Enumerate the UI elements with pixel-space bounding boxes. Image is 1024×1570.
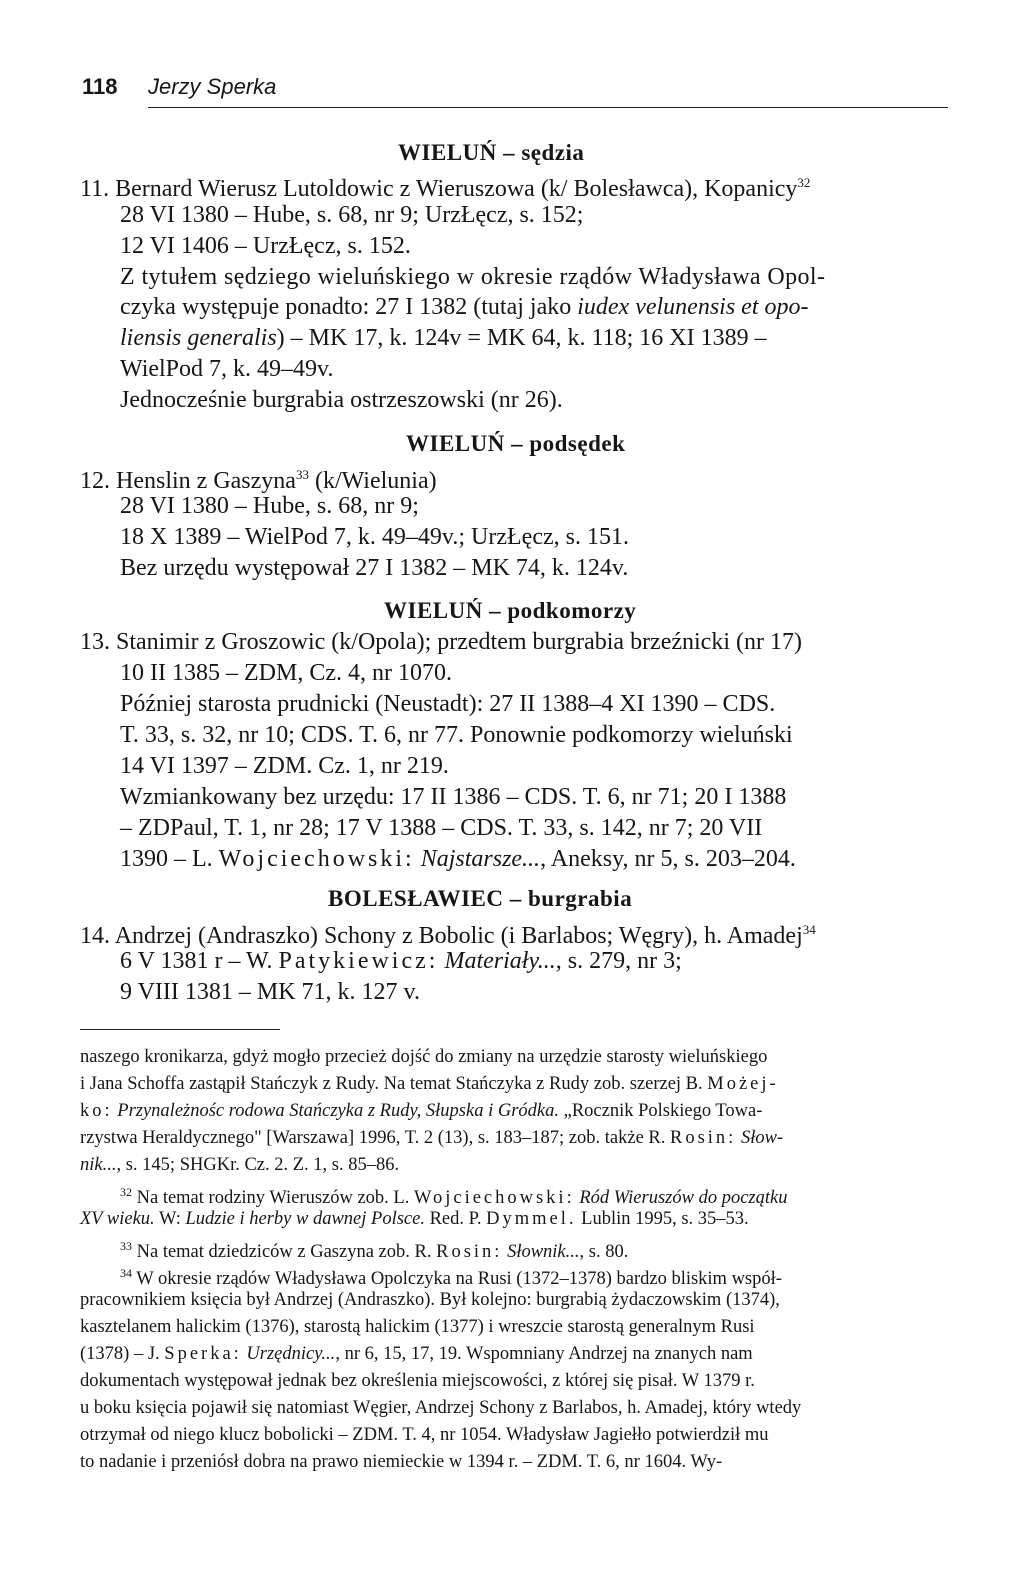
footnote-number: 34 [120,1266,132,1280]
author-name: Dymmel. [486,1209,577,1229]
footnote-number: 32 [120,1185,132,1199]
entry-text: 6 V 1381 r – W. [120,948,273,974]
entry-line: Później starosta prudnicki (Neustadt): 27 II 1388–4 XI 1390 – CDS. [120,691,776,717]
footnote-text: i Jana Schoffa zastąpił Stańczyk z Rudy. Na temat Stańczyka z Rudy zob. szerzej B. [80,1074,703,1094]
footnote-text: (1378) – J. [80,1344,160,1364]
footnote-text: , s. 145; SHGKr. Cz. 2. Z. 1, s. 85–86. [116,1155,400,1175]
footnote-text: rzystwa Heraldycznego" [Warszawa] 1996, T. 2 (13), s. 183–187; zob. także R. [80,1128,666,1148]
entry-line: 10 II 1385 – ZDM, Cz. 4, nr 1070. [120,660,452,686]
author-name: ko: [80,1101,113,1121]
entry-line [120,292,808,322]
entry-name: Henslin z Gaszyna [116,468,296,494]
author-name: Patykiewicz: [278,948,439,974]
footnote-line [120,1261,782,1291]
entry-line: Jednocześnie burgrabia ostrzeszowski (nr 26). [120,387,563,413]
author-name: Rosin: [670,1128,737,1148]
work-title: Ludzie i herby w dawnej Polsce. [185,1209,425,1229]
page-number: 118 [82,74,118,99]
entry-line [120,946,682,976]
entry-text: , s. 279, nr 3; [555,948,682,974]
author-name: Wojciechowski: [218,846,415,872]
entry-number: 11. [80,176,110,202]
work-title: Ród Wieruszów do początku [579,1188,788,1209]
footnote-ref: 34 [802,922,816,937]
footnote-text: Red. P. [429,1209,482,1229]
entry-line [80,627,802,657]
footnote-text: Lublin 1995, s. 35–53. [581,1209,749,1229]
footnote-text: , s. 80. [579,1242,629,1263]
footnote-number: 33 [120,1239,132,1253]
footnote-line [80,1126,783,1150]
author-name: Rosin: [436,1242,503,1263]
work-title: Urzędnicy... [246,1344,336,1364]
entry-line: 18 X 1389 – WielPod 7, k. 49–49v.; UrzŁęcz, s. 151. [120,524,629,550]
running-title: Jerzy Sperka [148,74,277,99]
entry-text: 1390 – L. [120,846,213,872]
entry-line: Z tytułem sędziego wieluńskiego w okresie rządów Władysława Opol- [120,264,826,290]
footnote-line [120,1180,787,1210]
entry-latin: liensis generalis [120,325,277,351]
section-heading: WIELUŃ – podsędek [406,431,626,456]
work-title: Materiały... [444,948,556,974]
author-name: Możej- [707,1074,779,1094]
entry-line [120,844,796,874]
footnote-line: pracownikiem księcia był Andrzej (Andraszko). Był kolejno: burgrabią żydaczowskim (1374), [80,1290,780,1310]
entry-text: ) – MK 17, k. 124v = MK 64, k. 118; 16 XI 1389 – [276,325,767,351]
work-title: Słownik... [507,1242,580,1263]
entry-line: Wzmiankowany bez urzędu: 17 II 1386 – CDS. T. 6, nr 71; 20 I 1388 [120,784,787,810]
footnote-rule [80,1029,280,1030]
entry-text: czyka występuje ponadto: 27 I 1382 (tutaj jako [120,294,572,320]
entry-line [80,168,810,204]
footnote-line: to nadanie i przeniósł dobra na prawo niemieckie w 1394 r. – ZDM. T. 6, nr 1604. Wy- [80,1452,723,1472]
footnote-line [120,1234,628,1264]
footnote-text: W okresie rządów Władysława Opolczyka na Rusi (1372–1378) bardzo bliskim współ- [136,1269,782,1290]
footnote-line: otrzymał od niego klucz bobolicki – ZDM. T. 4, nr 1054. Władysław Jagiełło potwierdził mu [80,1425,769,1445]
entry-text: , Aneksy, nr 5, s. 203–204. [540,846,796,872]
footnote-ref: 33 [295,467,309,482]
footnote-text: „Rocznik Polskiego Towa- [563,1101,763,1121]
entry-name: Bernard Wierusz Lutoldowic z Wieruszowa (k/ Bolesławca), Kopanicy [115,176,798,202]
footnote-text: , nr 6, 15, 17, 19. Wspomniany Andrzej na znanych nam [335,1344,753,1364]
entry-line: 9 VIII 1381 – MK 71, k. 127 v. [120,979,420,1005]
footnote-line: u boku księcia pojawił się natomiast Węgier, Andrzej Schony z Barlabos, h. Amadej, który wtedy [80,1398,802,1418]
entry-line: – ZDPaul, T. 1, nr 28; 17 V 1388 – CDS. T. 33, s. 142, nr 7; 20 VII [120,815,763,841]
entry-line: Bez urzędu występował 27 I 1382 – MK 74, k. 124v. [120,555,629,581]
entry-number: 12. [80,468,110,494]
entry-line: T. 33, s. 32, nr 10; CDS. T. 6, nr 77. Ponownie podkomorzy wieluński [120,722,793,748]
entry-text: (k/Wielunia) [308,468,437,494]
footnote-text: W: [158,1209,181,1229]
footnote-line [80,1207,749,1231]
section-heading: WIELUŃ – sędzia [398,140,585,165]
entry-line [120,323,767,353]
entry-name: Andrzej (Andraszko) Schony z Bobolic (i Barlabos; Węgry), h. Amadej [114,923,803,949]
entry-line: 12 VI 1406 – UrzŁęcz, s. 152. [120,233,411,259]
entry-line: WielPod 7, k. 49–49v. [120,356,334,382]
section-heading: BOLESŁAWIEC – burgrabia [328,886,633,911]
author-name: Wojciechowski: [413,1188,575,1209]
work-title: nik... [80,1155,117,1175]
footnote-line: naszego kronikarza, gdyż mogło przecież dojść do zmiany na urzędzie starosty wieluńskiego [80,1047,768,1067]
entry-latin: iudex velunensis et opo- [577,294,809,320]
entry-line: 28 VI 1380 – Hube, s. 68, nr 9; UrzŁęcz, s. 152; [120,202,584,228]
footnote-text: Na temat rodziny Wieruszów zob. L. [136,1188,410,1209]
entry-line: 28 VI 1380 – Hube, s. 68, nr 9; [120,493,419,519]
footnote-line: kasztelanem halickim (1376), starostą halickim (1377) i wreszcie starostą generalnym Rusi [80,1317,755,1337]
header-rule [148,107,948,108]
entry-number: 14. [80,923,110,949]
work-title: Najstarsze... [420,846,541,872]
work-title: Słow- [740,1128,784,1148]
footnote-line: dokumentach występował jednak bez określenia miejscowości, z której się pisał. W 1379 r. [80,1371,755,1391]
author-name: Sperka: [164,1344,242,1364]
entry-line: 14 VI 1397 – ZDM. Cz. 1, nr 219. [120,753,449,779]
work-title: XV wieku. [80,1209,155,1229]
footnote-ref: 32 [797,175,811,190]
section-heading: WIELUŃ – podkomorzy [384,598,637,623]
entry-name: Stanimir z Groszowic (k/Opola); przedtem burgrabia brzeźnicki (nr 17) [116,629,802,655]
entry-number: 13. [80,629,110,655]
footnote-line [80,1099,762,1123]
footnote-line [80,1072,779,1096]
footnote-line [80,1342,753,1366]
footnote-line [80,1153,399,1177]
footnote-text: Na temat dziedziców z Gaszyna zob. R. [136,1242,432,1263]
work-title: Przynależnośc rodowa Stańczyka z Rudy, Słupska i Gródka. [117,1101,559,1121]
